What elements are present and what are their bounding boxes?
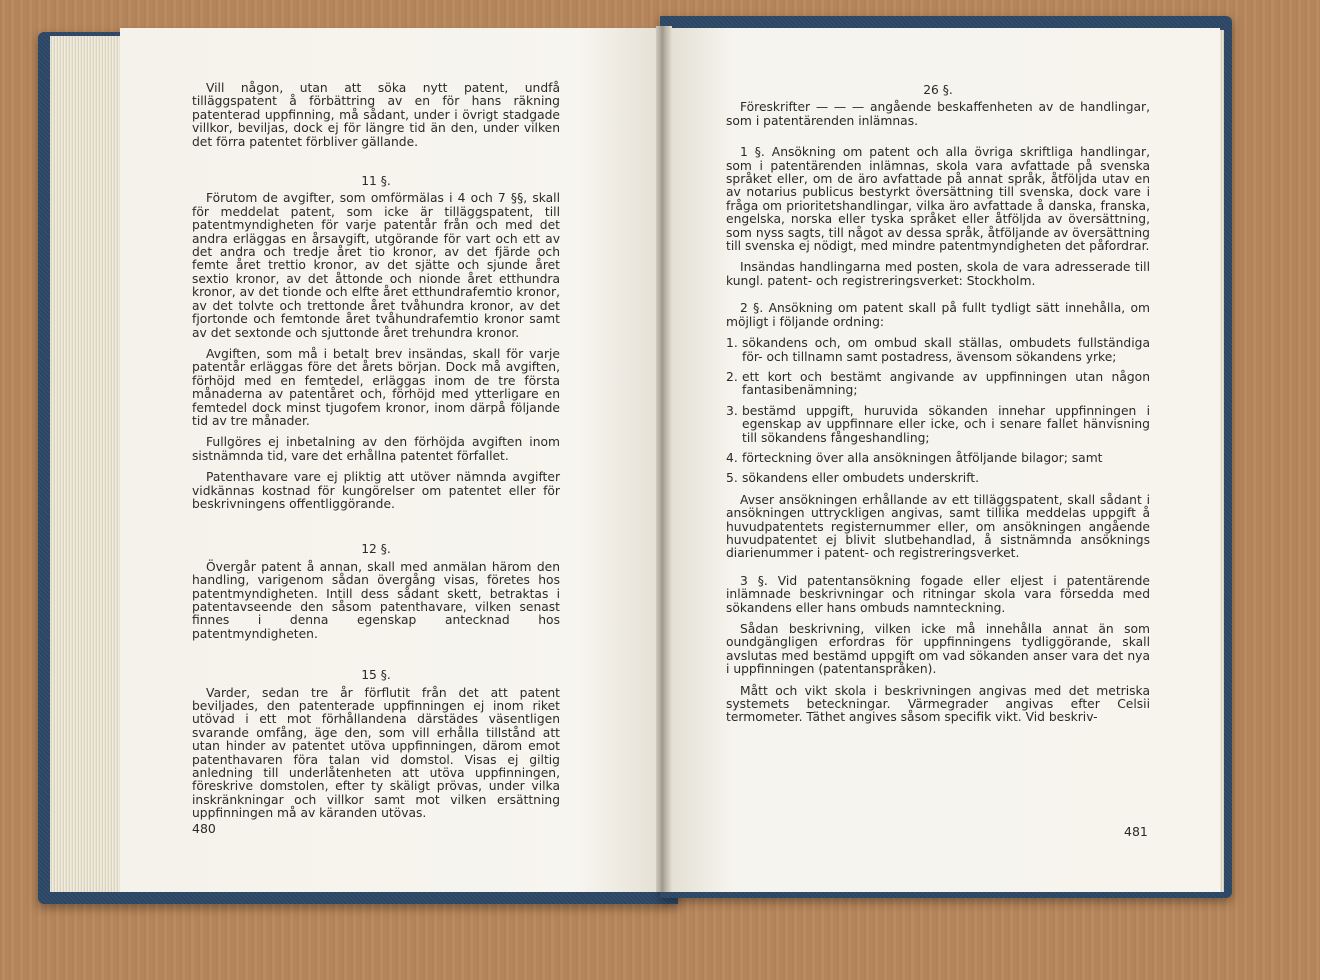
list-item-text: förteckning över alla ansökningen åtföljande bilagor; samt bbox=[742, 450, 1103, 465]
page-edges-left bbox=[50, 36, 120, 892]
paragraph: Patenthavare vare ej pliktig att utöver nämnda avgifter vidkännas kostnad för kungörelser om patentet eller för beskrivningens offentliggörande. bbox=[192, 470, 560, 511]
page-number-left: 480 bbox=[192, 821, 216, 836]
list-item bbox=[726, 405, 1150, 445]
requirements-list bbox=[726, 337, 1150, 486]
paragraph: Varder, sedan tre år förflutit från det att patent beviljades, den patenterade uppfinningen ej inom riket utövad i ett mot förhållandena därstädes väsentligen svarande omfång, äge den, som vill erhålla tillstånd att utan hinder av patentet utöva uppfinningen, därom emot patenthavaren föra talan vid domstol. Visas ej giltig anledning till underlåtenheten att utöva uppfinningen, föreskrive domstolen, efter ty skäligt prövas, under vilka inskränkningar och villkor samt mot vilken ersättning uppfinningen må av käranden utövas. bbox=[192, 685, 560, 821]
list-item bbox=[726, 472, 1150, 485]
right-page-text bbox=[726, 84, 1150, 725]
paragraph: Avgiften, som må i betalt brev insändas, skall för varje patentår erläggas före det årets början. Dock må avgiften, förhöjd med en femtedel, erläggas inom de tre första månaderna av patentåret och, förhöjd med ytterligare en femtedel dock minst tjugofem kronor, inom därpå följande tid av tre månader. bbox=[192, 346, 560, 428]
paragraph: 2 §. Ansökning om patent skall på fullt tydligt sätt innehålla, om möjligt i följande ordning: bbox=[726, 301, 1150, 329]
paragraph: Fullgöres ej inbetalning av den förhöjda avgiften inom sistnämnda tid, vare det erhållna patentet förfallet. bbox=[192, 435, 560, 463]
section-heading-12: 12 §. bbox=[361, 542, 391, 557]
list-item-text: ett kort och bestämt angivande av uppfinningen utan någon fantasibenämning; bbox=[742, 369, 1150, 398]
paragraph: Övergår patent å annan, skall med anmälan härom den handling, varigenom sådan övergång visas, företes hos patentmyndigheten. Intill dess sådant skett, betraktas i patentavseende den såsom patenthavare, vilken senast finnes i denna egenskap antecknad hos patentmyndigheten. bbox=[192, 559, 560, 641]
left-page bbox=[120, 28, 660, 892]
list-item bbox=[726, 337, 1150, 364]
list-item bbox=[726, 371, 1150, 398]
list-item-number: 5. bbox=[726, 471, 738, 486]
list-item-text: sökandens eller ombudets underskrift. bbox=[742, 471, 980, 486]
list-item-number: 3. bbox=[726, 403, 738, 418]
section-heading-11: 11 §. bbox=[361, 174, 391, 189]
section-heading-15: 15 §. bbox=[361, 668, 391, 683]
paragraph: 1 §. Ansökning om patent och alla övriga skriftliga handlingar, som i patentärenden inlämnas, skola vara avfattade på svenska språket eller, om de äro avfattade på annat språk, åtföljda utav en av notarius publicus bestyrkt översättning till svenska, dock vare i fråga om prioritetshandlingar, vilka äro avfattade å danska, franska, engelska, norska eller tyska språket eller åtföljda av översättning, som nyss sagts, till något av dessa språk, åtföljande av översättning till svenska ej nödigt, med mindre patentmyndigheten det påfordrar. bbox=[726, 145, 1150, 254]
paragraph: Vill någon, utan att söka nytt patent, undfå tilläggspatent å förbättring av en för hans räkning patenterad uppfinning, må sådant, under i övrigt stadgade villkor, beviljas, dock ej för längre tid än den, under vilken det förra patentet förbliver gällande. bbox=[192, 81, 560, 149]
paragraph: Förutom de avgifter, som omförmälas i 4 och 7 §§, skall för meddelat patent, som icke är tilläggspatent, till patentmyndigheten för varje patentår från och med det andra erläggas en årsavgift, utgörande för vart och ett av det andra och tredje året tio kronor, av det fjärde och femte året trettio kronor, av det sjätte och sjunde året sextio kronor, av det åttonde och nionde året etthundra kronor, av det tionde och elfte året etthundrafemtio kronor, av det tolvte och trettonde året tvåhundra kronor, av det fjortonde och femtonde året tvåhundrafemtio kronor samt av det sextonde och sjuttonde året trehundra kronor. bbox=[192, 191, 560, 340]
section-heading-26: 26 §. bbox=[923, 83, 953, 97]
list-item-number: 1. bbox=[726, 336, 738, 351]
paragraph: Mått och vikt skola i beskrivningen angivas med det metriska systemets beteckningar. Värmegrader angivas efter Celsii termometer. Täthet angives såsom specifik vikt. Vid beskriv- bbox=[726, 683, 1150, 725]
paragraph: Insändas handlingarna med posten, skola de vara adresserade till kungl. patent- och registreringsverket: Stockholm. bbox=[726, 260, 1150, 288]
paragraph: 3 §. Vid patentansökning fogade eller eljest i patentärende inlämnade beskrivningar och ritningar skola vara försedda med sökandens eller hans ombuds namnteckning. bbox=[726, 573, 1150, 615]
book-spine-gutter bbox=[656, 26, 672, 892]
list-item-text: bestämd uppgift, huruvida sökanden innehar uppfinningen i egenskap av uppfinnare eller icke, och i senare fallet hänvisning till sökandens fångeshandling; bbox=[742, 403, 1150, 445]
list-item-number: 4. bbox=[726, 450, 738, 465]
paragraph: Föreskrifter — — — angående beskaffenheten av de handlingar, som i patentärenden inlämnas. bbox=[726, 100, 1150, 128]
left-page-text bbox=[192, 82, 560, 821]
list-item bbox=[726, 452, 1150, 465]
paragraph: Sådan beskrivning, vilken icke må innehålla annat än som oundgängligen erfordras för uppfinningens tydliggörande, skall avslutas med bestämd uppgift om vad sökanden anser vara det nya i uppfinningen (patentanspråken). bbox=[726, 622, 1150, 677]
right-page bbox=[668, 28, 1220, 892]
list-item-text: sökandens och, om ombud skall ställas, ombudets fullständiga för- och tillnamn samt postadress, ävensom sökandens yrke; bbox=[742, 336, 1150, 364]
paragraph: Avser ansökningen erhållande av ett tilläggspatent, skall sådant i ansökningen uttryckligen angivas, samt tillika meddelas uppgift å huvudpatentets registernummer eller, om ansökningen angående huvudpatentet ej blivit slutbehandlad, å sistnämnda ansöknings diarienummer i patent- och registreringsverket. bbox=[726, 492, 1150, 561]
page-number-right: 481 bbox=[1124, 824, 1148, 839]
list-item-number: 2. bbox=[726, 369, 738, 384]
